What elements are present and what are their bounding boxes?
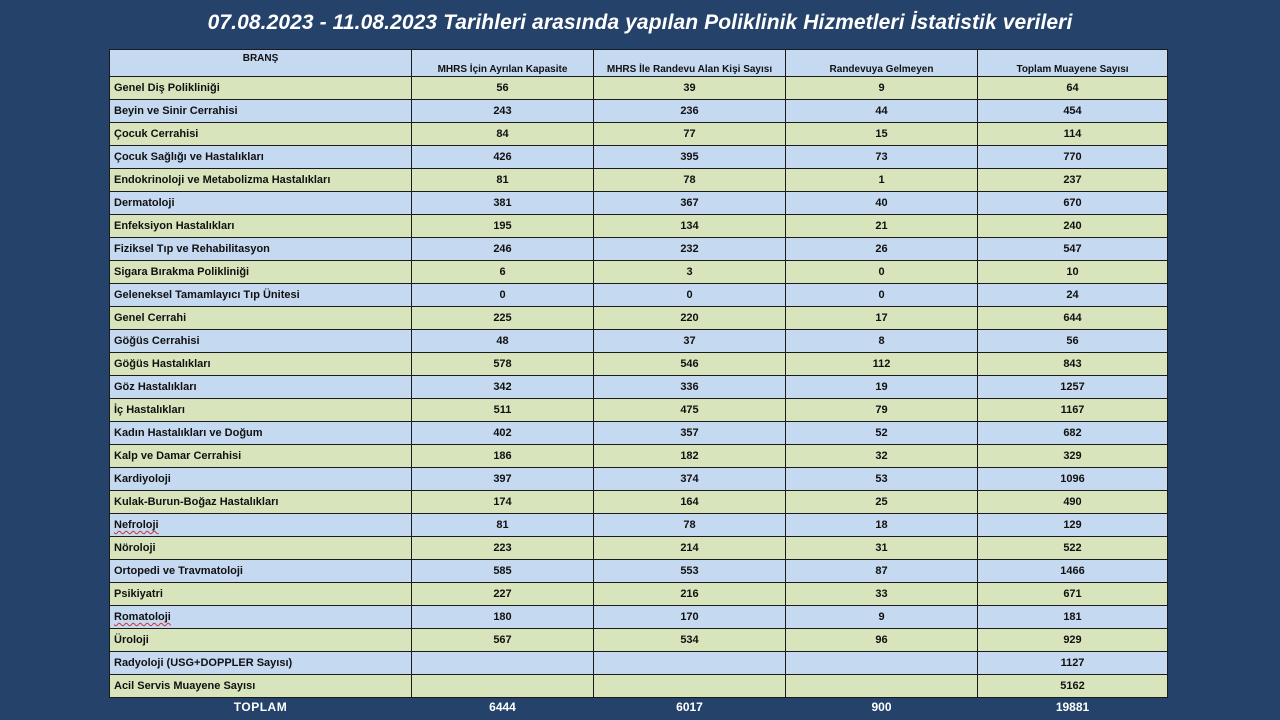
cell-total-exams: 547 (978, 238, 1168, 261)
cell-no-show (786, 675, 978, 698)
branch-name: Çocuk Cerrahisi (114, 128, 199, 140)
table-row (110, 330, 1168, 353)
cell-capacity: 56 (412, 77, 594, 100)
header-total-exams: Toplam Muayene Sayısı (978, 50, 1168, 77)
cell-capacity: 225 (412, 307, 594, 330)
branch-name: Göğüs Cerrahisi (114, 335, 200, 347)
cell-no-show: 0 (786, 284, 978, 307)
branch-name: Kardiyoloji (114, 473, 171, 485)
cell-capacity: 195 (412, 215, 594, 238)
branch-name: Fiziksel Tıp ve Rehabilitasyon (114, 243, 270, 255)
cell-capacity: 585 (412, 560, 594, 583)
total-capacity: 6444 (412, 698, 594, 716)
cell-branch (110, 629, 412, 652)
table-row (110, 146, 1168, 169)
cell-capacity (412, 675, 594, 698)
cell-total-exams: 1257 (978, 376, 1168, 399)
cell-total-exams: 129 (978, 514, 1168, 537)
cell-branch (110, 537, 412, 560)
branch-name: Genel Diş Polikliniği (114, 82, 220, 94)
cell-branch (110, 468, 412, 491)
cell-total-exams: 237 (978, 169, 1168, 192)
cell-total-exams: 843 (978, 353, 1168, 376)
branch-name: İç Hastalıkları (114, 404, 185, 416)
branch-name: Nefroloji (114, 519, 159, 531)
cell-total-exams: 114 (978, 123, 1168, 146)
branch-name: Dermatoloji (114, 197, 175, 209)
cell-capacity: 402 (412, 422, 594, 445)
cell-branch (110, 399, 412, 422)
cell-appointments (594, 675, 786, 698)
cell-total-exams: 682 (978, 422, 1168, 445)
table-row (110, 169, 1168, 192)
cell-capacity: 180 (412, 606, 594, 629)
branch-name: Ortopedi ve Travmatoloji (114, 565, 243, 577)
branch-name: Radyoloji (USG+DOPPLER Sayısı) (114, 657, 293, 669)
cell-branch (110, 77, 412, 100)
branch-name: Endokrinoloji ve Metabolizma Hastalıkları (114, 174, 331, 186)
table-row (110, 422, 1168, 445)
cell-total-exams: 240 (978, 215, 1168, 238)
cell-total-exams: 929 (978, 629, 1168, 652)
cell-no-show: 112 (786, 353, 978, 376)
cell-no-show: 44 (786, 100, 978, 123)
cell-capacity: 223 (412, 537, 594, 560)
branch-name: Acil Servis Muayene Sayısı (114, 680, 256, 692)
cell-total-exams: 64 (978, 77, 1168, 100)
cell-appointments: 367 (594, 192, 786, 215)
cell-branch (110, 445, 412, 468)
total-row (110, 698, 1168, 716)
cell-branch (110, 583, 412, 606)
cell-capacity: 227 (412, 583, 594, 606)
cell-capacity: 511 (412, 399, 594, 422)
table-row (110, 284, 1168, 307)
cell-branch (110, 123, 412, 146)
cell-total-exams: 1127 (978, 652, 1168, 675)
cell-appointments: 475 (594, 399, 786, 422)
statistics-table (109, 49, 1168, 715)
cell-appointments: 236 (594, 100, 786, 123)
header-capacity: MHRS İçin Ayrılan Kapasite (412, 50, 594, 77)
table-row (110, 445, 1168, 468)
branch-name: Beyin ve Sinir Cerrahisi (114, 105, 238, 117)
table-row (110, 100, 1168, 123)
cell-appointments: 0 (594, 284, 786, 307)
total-appointments: 6017 (594, 698, 786, 716)
cell-branch (110, 261, 412, 284)
branch-name: Nöroloji (114, 542, 156, 554)
cell-appointments: 374 (594, 468, 786, 491)
cell-total-exams: 522 (978, 537, 1168, 560)
cell-appointments: 134 (594, 215, 786, 238)
table-row (110, 261, 1168, 284)
branch-name: Sigara Bırakma Polikliniği (114, 266, 250, 278)
cell-total-exams: 56 (978, 330, 1168, 353)
cell-no-show: 53 (786, 468, 978, 491)
cell-capacity: 567 (412, 629, 594, 652)
cell-no-show: 9 (786, 606, 978, 629)
cell-total-exams: 490 (978, 491, 1168, 514)
cell-total-exams: 770 (978, 146, 1168, 169)
cell-capacity: 578 (412, 353, 594, 376)
cell-total-exams: 644 (978, 307, 1168, 330)
cell-branch (110, 307, 412, 330)
cell-branch (110, 652, 412, 675)
cell-branch (110, 284, 412, 307)
cell-total-exams: 10 (978, 261, 1168, 284)
cell-capacity: 81 (412, 169, 594, 192)
cell-total-exams: 670 (978, 192, 1168, 215)
cell-appointments: 78 (594, 169, 786, 192)
cell-capacity: 81 (412, 514, 594, 537)
cell-no-show: 17 (786, 307, 978, 330)
total-exams: 19881 (978, 698, 1168, 716)
cell-capacity: 48 (412, 330, 594, 353)
cell-capacity (412, 652, 594, 675)
cell-no-show: 18 (786, 514, 978, 537)
cell-capacity: 246 (412, 238, 594, 261)
branch-name: Romatoloji (114, 611, 171, 623)
branch-name: Çocuk Sağlığı ve Hastalıkları (114, 151, 264, 163)
cell-no-show: 33 (786, 583, 978, 606)
cell-appointments: 39 (594, 77, 786, 100)
cell-no-show: 1 (786, 169, 978, 192)
cell-no-show: 52 (786, 422, 978, 445)
cell-no-show: 31 (786, 537, 978, 560)
cell-no-show: 87 (786, 560, 978, 583)
branch-name: Genel Cerrahi (114, 312, 187, 324)
table-row (110, 606, 1168, 629)
cell-no-show: 26 (786, 238, 978, 261)
branch-name: Geleneksel Tamamlayıcı Tıp Ünitesi (114, 289, 300, 301)
cell-capacity: 186 (412, 445, 594, 468)
cell-total-exams: 329 (978, 445, 1168, 468)
cell-no-show: 9 (786, 77, 978, 100)
cell-branch (110, 192, 412, 215)
branch-name: Kadın Hastalıkları ve Doğum (114, 427, 263, 439)
cell-total-exams: 1167 (978, 399, 1168, 422)
cell-no-show: 73 (786, 146, 978, 169)
cell-no-show: 25 (786, 491, 978, 514)
branch-name: Üroloji (114, 634, 149, 646)
cell-appointments: 534 (594, 629, 786, 652)
branch-name: Kulak-Burun-Boğaz Hastalıkları (114, 496, 279, 508)
table-row (110, 353, 1168, 376)
cell-total-exams: 181 (978, 606, 1168, 629)
cell-branch (110, 422, 412, 445)
cell-capacity: 381 (412, 192, 594, 215)
cell-no-show: 0 (786, 261, 978, 284)
table-row (110, 307, 1168, 330)
cell-branch (110, 238, 412, 261)
cell-no-show (786, 652, 978, 675)
cell-appointments: 170 (594, 606, 786, 629)
cell-capacity: 174 (412, 491, 594, 514)
page-title: 07.08.2023 - 11.08.2023 Tarihleri arasında yapılan Poliklinik Hizmetleri İstatistik verileri (207, 11, 1073, 34)
cell-branch (110, 353, 412, 376)
cell-no-show: 96 (786, 629, 978, 652)
cell-appointments: 182 (594, 445, 786, 468)
cell-capacity: 0 (412, 284, 594, 307)
total-no-show: 900 (786, 698, 978, 716)
table-row (110, 560, 1168, 583)
cell-appointments: 357 (594, 422, 786, 445)
table-row (110, 123, 1168, 146)
cell-no-show: 32 (786, 445, 978, 468)
cell-appointments: 78 (594, 514, 786, 537)
table-row (110, 537, 1168, 560)
cell-total-exams: 671 (978, 583, 1168, 606)
table-row (110, 491, 1168, 514)
table-row (110, 468, 1168, 491)
cell-appointments: 3 (594, 261, 786, 284)
cell-appointments: 232 (594, 238, 786, 261)
header-branch: BRANŞ (110, 50, 412, 77)
table-row (110, 652, 1168, 675)
cell-branch (110, 560, 412, 583)
cell-appointments: 220 (594, 307, 786, 330)
cell-capacity: 243 (412, 100, 594, 123)
cell-branch (110, 146, 412, 169)
table-row (110, 514, 1168, 537)
cell-appointments (594, 652, 786, 675)
header-appointments: MHRS İle Randevu Alan Kişi Sayısı (594, 50, 786, 77)
cell-branch (110, 606, 412, 629)
total-label: TOPLAM (110, 698, 412, 716)
cell-capacity: 342 (412, 376, 594, 399)
branch-name: Psikiyatri (114, 588, 163, 600)
cell-capacity: 84 (412, 123, 594, 146)
table-header-row (110, 50, 1168, 77)
cell-total-exams: 454 (978, 100, 1168, 123)
table-row (110, 192, 1168, 215)
cell-appointments: 546 (594, 353, 786, 376)
cell-no-show: 40 (786, 192, 978, 215)
cell-appointments: 164 (594, 491, 786, 514)
cell-appointments: 553 (594, 560, 786, 583)
cell-no-show: 15 (786, 123, 978, 146)
cell-appointments: 37 (594, 330, 786, 353)
table-row (110, 399, 1168, 422)
cell-capacity: 397 (412, 468, 594, 491)
cell-branch (110, 100, 412, 123)
table-row (110, 238, 1168, 261)
table-row (110, 215, 1168, 238)
cell-no-show: 8 (786, 330, 978, 353)
cell-total-exams: 1096 (978, 468, 1168, 491)
cell-capacity: 426 (412, 146, 594, 169)
table-row (110, 583, 1168, 606)
branch-name: Göz Hastalıkları (114, 381, 197, 393)
cell-branch (110, 491, 412, 514)
cell-branch (110, 514, 412, 537)
cell-appointments: 216 (594, 583, 786, 606)
table-row (110, 629, 1168, 652)
cell-branch (110, 169, 412, 192)
cell-total-exams: 1466 (978, 560, 1168, 583)
header-no-show: Randevuya Gelmeyen (786, 50, 978, 77)
table-row (110, 675, 1168, 698)
cell-appointments: 395 (594, 146, 786, 169)
cell-total-exams: 5162 (978, 675, 1168, 698)
cell-branch (110, 330, 412, 353)
cell-total-exams: 24 (978, 284, 1168, 307)
table-row (110, 77, 1168, 100)
cell-branch (110, 675, 412, 698)
cell-branch (110, 215, 412, 238)
cell-no-show: 21 (786, 215, 978, 238)
table-body (110, 77, 1168, 698)
table-row (110, 376, 1168, 399)
cell-no-show: 19 (786, 376, 978, 399)
cell-no-show: 79 (786, 399, 978, 422)
cell-capacity: 6 (412, 261, 594, 284)
branch-name: Kalp ve Damar Cerrahisi (114, 450, 242, 462)
cell-appointments: 336 (594, 376, 786, 399)
cell-appointments: 77 (594, 123, 786, 146)
branch-name: Göğüs Hastalıkları (114, 358, 211, 370)
branch-name: Enfeksiyon Hastalıkları (114, 220, 235, 232)
cell-appointments: 214 (594, 537, 786, 560)
cell-branch (110, 376, 412, 399)
